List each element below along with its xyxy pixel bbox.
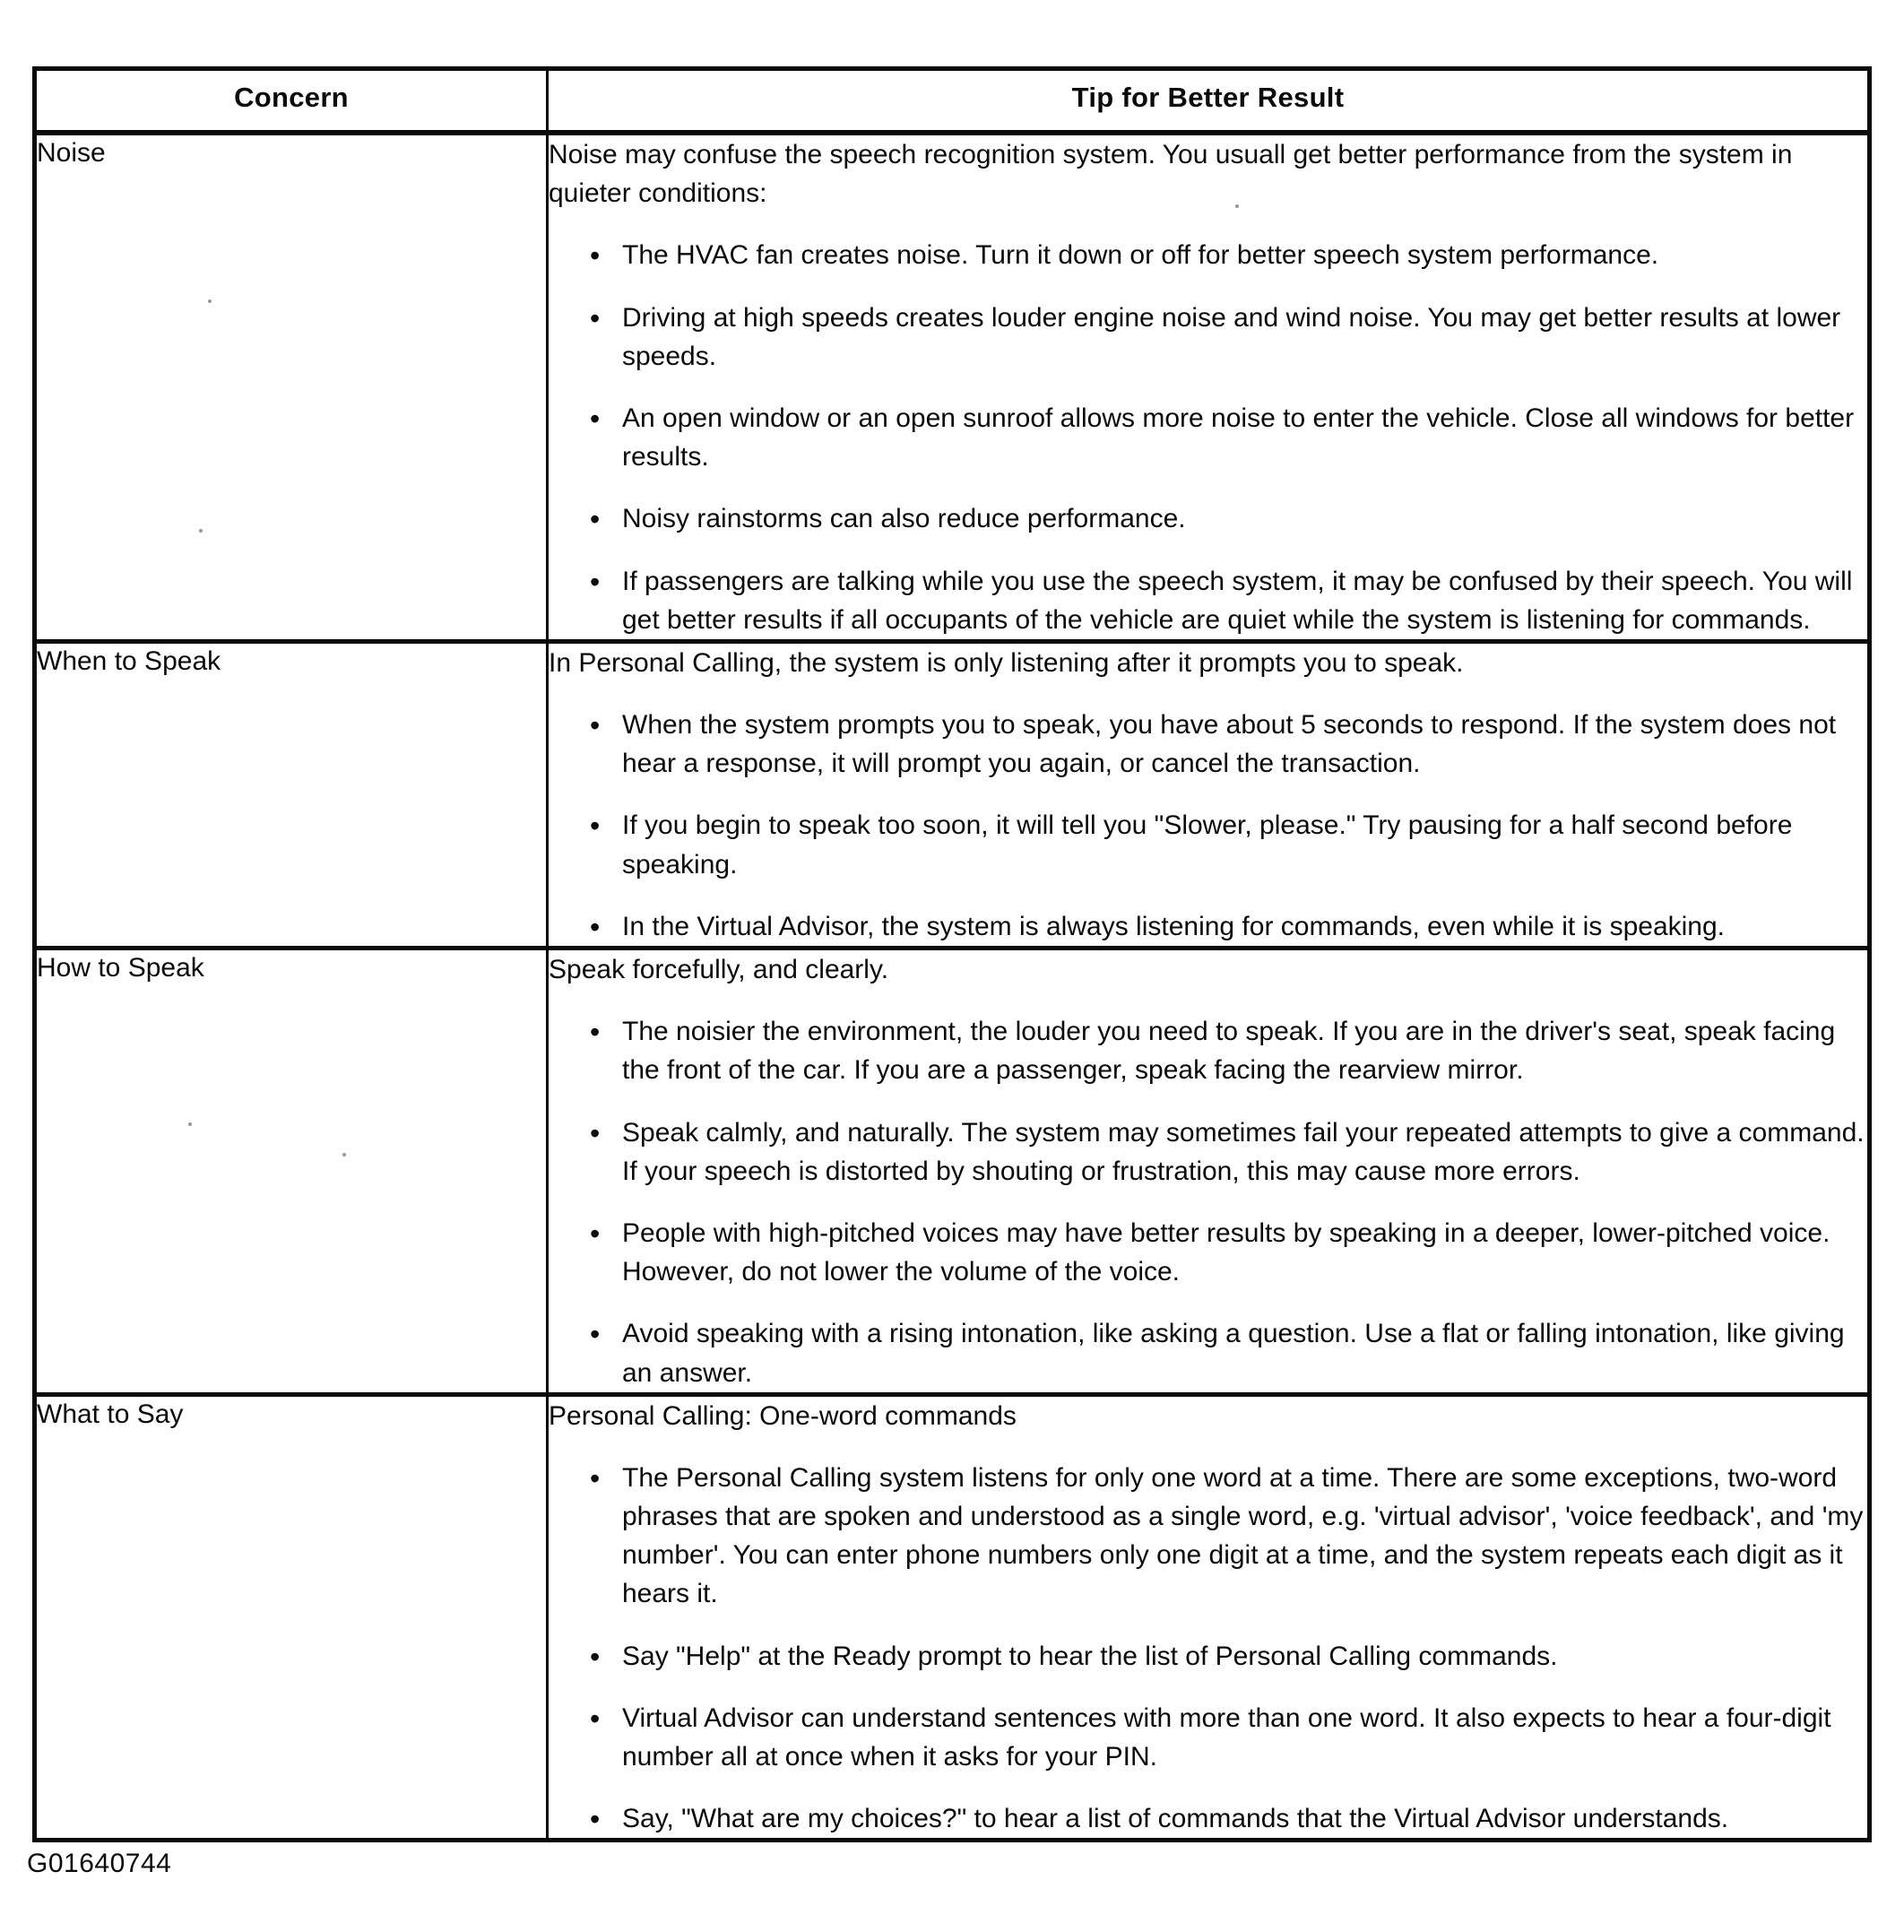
tip-bullet: • People with high-pitched voices may have better results by speaking in a deeper, lower-pitched voice. However, do not lower the volume of the voice. <box>590 1214 1867 1291</box>
tip-bullet: • Speak calmly, and naturally. The system may sometimes fail your repeated attempts to give a command. If your speech is distorted by shouting or frustration, this may cause more errors. <box>590 1113 1867 1191</box>
figure-id: G01640744 <box>27 1849 172 1878</box>
scan-noise-speck <box>199 529 203 533</box>
concern-label-what-to-say: What to Say <box>35 1394 548 1841</box>
tip-intro: Noise may confuse the speech recognition system. You usuall get better performance from the system in quieter conditions: <box>549 140 1793 209</box>
tip-intro: Speak forcefully, and clearly. <box>549 955 889 984</box>
tip-bullet-list <box>549 1459 1867 1839</box>
tip-bullet-list <box>549 706 1867 946</box>
table-row-what-to-say <box>35 1394 1870 1841</box>
tip-bullet: • Say, "What are my choices?" to hear a list of commands that the Virtual Advisor understands. <box>590 1799 1867 1838</box>
tip-intro: In Personal Calling, the system is only listening after it prompts you to speak. <box>549 647 1464 678</box>
tip-cell-what-to-say <box>548 1394 1870 1841</box>
tip-bullet: • Driving at high speeds creates louder engine noise and wind noise. You may get better results at lower speeds. <box>590 299 1867 376</box>
table-row-noise <box>35 133 1870 641</box>
tip-bullet: • Virtual Advisor can understand sentences with more than one word. It also expects to hear a four-digit number all at once when it asks for your PIN. <box>590 1699 1867 1776</box>
table-row-when-to-speak <box>35 641 1870 948</box>
tip-bullet: • An open window or an open sunroof allows more noise to enter the vehicle. Close all windows for better results. <box>590 399 1867 476</box>
scan-noise-speck <box>1235 204 1239 208</box>
tip-cell-when-to-speak <box>548 641 1870 948</box>
tip-bullet: • The noisier the environment, the louder you need to speak. If you are in the driver's seat, speak facing the front of the car. If you are a passenger, speak facing the rearview mirror. <box>590 1012 1867 1089</box>
speech-tips-table <box>32 66 1872 1842</box>
tip-bullet: • If you begin to speak too soon, it will tell you "Slower, please." Try pausing for a half second before speaking. <box>590 806 1867 883</box>
tip-bullet-list <box>549 236 1867 639</box>
tip-bullet-list <box>549 1012 1867 1392</box>
header-row <box>35 69 1870 134</box>
column-header-tip: Tip for Better Result <box>548 69 1870 134</box>
concern-label-noise: Noise <box>35 133 548 641</box>
scan-noise-speck <box>188 1122 192 1126</box>
tip-bullet: • Avoid speaking with a rising intonation, like asking a question. Use a flat or falling intonation, like giving an answer. <box>590 1314 1867 1391</box>
tip-bullet: • Say "Help" at the Ready prompt to hear the list of Personal Calling commands. <box>590 1637 1867 1676</box>
column-header-concern: Concern <box>35 69 548 134</box>
tip-intro: Personal Calling: One-word commands <box>549 1400 1017 1431</box>
tip-bullet: • In the Virtual Advisor, the system is always listening for commands, even while it is speaking. <box>590 907 1867 946</box>
tip-bullet: • If passengers are talking while you use the speech system, it may be confused by their speech. You will get better results if all occupants of the vehicle are quiet while the system is listening for commands. <box>590 562 1867 639</box>
tip-bullet: • The HVAC fan creates noise. Turn it down or off for better speech system performance. <box>590 236 1867 274</box>
scan-noise-speck <box>342 1153 346 1157</box>
table-row-how-to-speak <box>35 949 1870 1395</box>
tip-cell-noise <box>548 133 1870 641</box>
concern-label-how-to-speak: How to Speak <box>35 949 548 1395</box>
scan-noise-speck <box>208 299 212 303</box>
tip-cell-how-to-speak <box>548 949 1870 1395</box>
tip-bullet: • The Personal Calling system listens for only one word at a time. There are some exceptions, two-word phrases that are spoken and understood as a single word, e.g. 'virtual advisor', 'voice feedback', and 'my number'. You can enter phone numbers only one digit at a time, and the system repeats each digit as it hears it. <box>590 1459 1867 1614</box>
tip-bullet: • Noisy rainstorms can also reduce performance. <box>590 499 1867 538</box>
tip-bullet: • When the system prompts you to speak, you have about 5 seconds to respond. If the system does not hear a response, it will prompt you again, or cancel the transaction. <box>590 706 1867 783</box>
concern-label-when-to-speak: When to Speak <box>35 641 548 948</box>
